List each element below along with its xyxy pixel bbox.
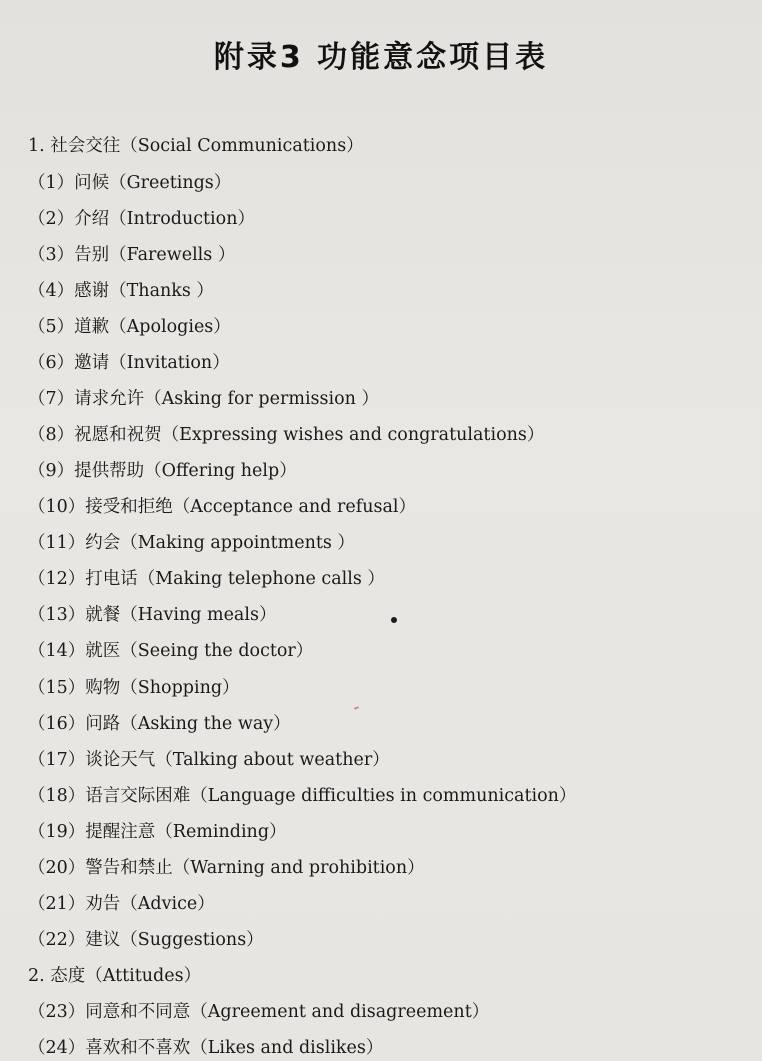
list-item: （24）喜欢和不喜欢（Likes and dislikes）	[28, 1038, 384, 1058]
list-item: （23）同意和不同意（Agreement and disagreement）	[28, 1002, 490, 1022]
ink-dot	[391, 617, 397, 623]
list-item: （16）问路（Asking the way）	[28, 714, 291, 734]
section-heading: 2. 态度（Attitudes）	[28, 966, 202, 986]
red-speck	[354, 706, 359, 710]
list-item: （21）劝告（Advice）	[28, 894, 215, 914]
list-item: （3）告别（Farewells ）	[28, 245, 236, 265]
list-item: （11）约会（Making appointments ）	[28, 533, 355, 553]
list-item: （15）购物（Shopping）	[28, 678, 240, 698]
list-item: （20）警告和禁止（Warning and prohibition）	[28, 858, 425, 878]
list-item: （14）就医（Seeing the doctor）	[28, 641, 314, 661]
list-item: （9）提供帮助（Offering help）	[28, 461, 297, 481]
list-item: （6）邀请（Invitation）	[28, 353, 230, 373]
list-item: （17）谈论天气（Talking about weather）	[28, 750, 390, 770]
list-item: （2）介绍（Introduction）	[28, 209, 255, 229]
list-item: （19）提醒注意（Reminding）	[28, 822, 287, 842]
page-title: 附录3 功能意念项目表	[213, 40, 549, 75]
list-item: （18）语言交际困难（Language difficulties in communication）	[28, 786, 577, 806]
list-item: （8）祝愿和祝贺（Expressing wishes and congratulations）	[28, 425, 545, 445]
list-item: （12）打电话（Making telephone calls ）	[28, 569, 385, 589]
section-heading: 1. 社会交往（Social Communications）	[28, 136, 364, 156]
list-item: （22）建议（Suggestions）	[28, 930, 264, 950]
list-item: （7）请求允许（Asking for permission ）	[28, 389, 379, 409]
list-item: （5）道歉（Apologies）	[28, 317, 231, 337]
list-item: （13）就餐（Having meals）	[28, 605, 277, 625]
list-item: （10）接受和拒绝（Acceptance and refusal）	[28, 497, 416, 517]
list-item: （4）感谢（Thanks ）	[28, 281, 214, 301]
list-item: （1）问候（Greetings）	[28, 173, 232, 193]
